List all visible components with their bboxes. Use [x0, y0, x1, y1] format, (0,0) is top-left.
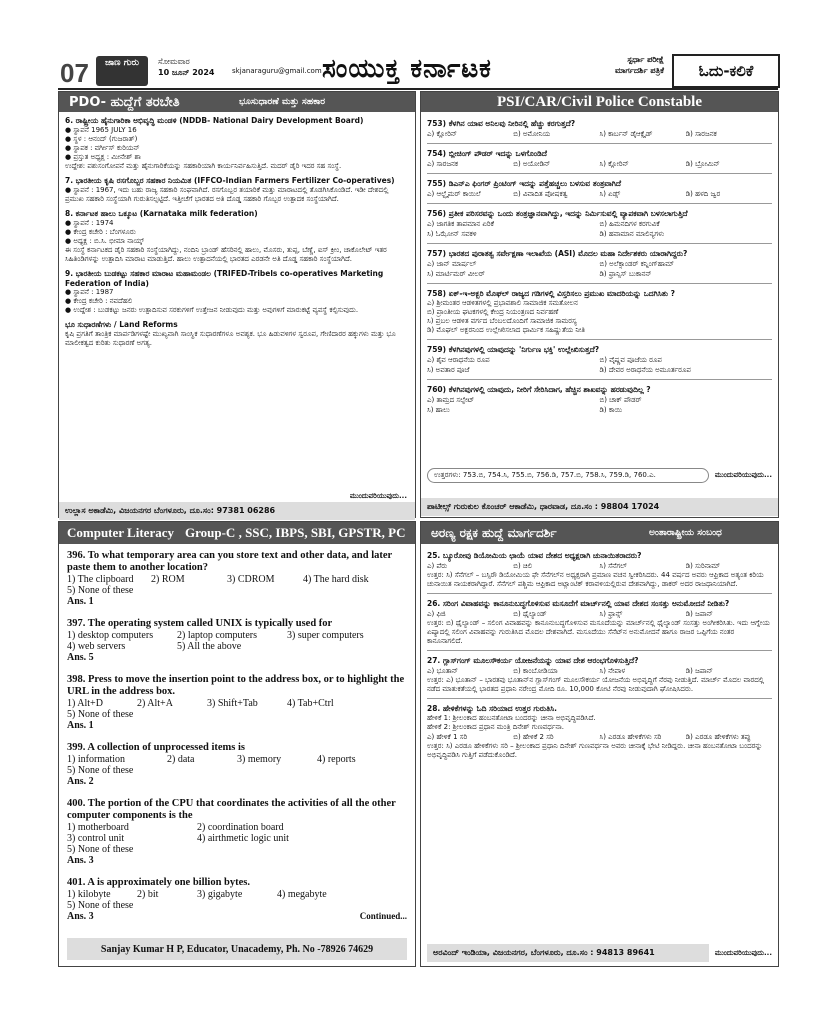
pdo-line: ● ಸ್ಥಳ : ಆನಂದ್ (ಗುಜರಾತ್) [65, 135, 138, 143]
psi-option: ಎ) ಜಾಗತಿಕ ತಾಪಮಾನ ಏರಿಕೆ [427, 220, 495, 228]
cl-option: 2) data [167, 754, 195, 765]
forest-author: ಅರವಿಂದ್ ಇಂಡಿಯಾ, ವಿಜಯನಗರ, ಬೆಂಗಳೂರು, ದೂ.ಸಂ : 94813 89641 [427, 944, 709, 962]
pdo-item-heading: 9. ಭಾರತೀಯ ಬುಡಕಟ್ಟು ಸಹಕಾರ ಮಾರಾಟ ಮಹಾಮಂಡಲ (TRIFED-Tribels co-operatives Marketing Federation of India) [65, 269, 384, 288]
forest-option: ಡಿ) ಎರಡೂ ಹೇಳಿಕೆಗಳು ತಪ್ಪು [685, 733, 751, 741]
forest-options [427, 666, 772, 676]
psi-question: 760) ಕೆಳಗಿನವುಗಳಲ್ಲಿ ಯಾವುದು, ನೀರಿಗೆ ಸೇರಿಸಿದಾಗ, ಹೆಚ್ಚಿನ ಶಾಖವನ್ನು ಹರಡುವುದಿಲ್ಲ ? [427, 385, 651, 394]
cl-options [67, 630, 407, 652]
forest-option: ಸಿ) ಫ್ರಾನ್ಸ್ [599, 610, 623, 618]
email: skjanaraguru@gmail.com [232, 67, 322, 75]
cl-option: 4) airthmetic logic unit [197, 833, 289, 844]
psi-option: ಸಿ) ಕಾರ್ಬನ್ ಡೈಆಕ್ಸೈಡ್ [599, 130, 653, 138]
forest-option: ಡಿ) ಸುರಿನಾಮ್ [685, 562, 721, 570]
pdo-body [59, 112, 415, 492]
cl-answer: Ans. 1 [67, 720, 94, 731]
cl-answer: Ans. 5 [67, 652, 94, 663]
psi-continued: ಮುಂದುವರಿಯುವುದು... [714, 470, 772, 479]
psi-option: ಬಿ) ಪ್ರಾಂತೀಯ ಘಟಕಗಳಲ್ಲಿ ಕೇಂದ್ರ ನಿಯಂತ್ರಣದ ನಿರ್ವಹಣೆ [427, 308, 559, 316]
pdo-line: ● ಸ್ಥಾಪನೆ : 1974 [65, 219, 114, 227]
cl-option: 1) The clipboard [67, 574, 134, 585]
date: 10 ಜೂನ್ 2024 [158, 68, 215, 77]
forest-option: ಬಿ) ಹೇಳಿಕೆ 2 ಸರಿ [513, 733, 554, 741]
cl-option: 1) desktop computers [67, 630, 154, 641]
pdo-author: ಉಲ್ಲಾಸ ಅಕಾಡೆಮಿ, ವಿಜಯನಗರ ಬೆಂಗಳೂರು, ದೂ.ಸಂ: 97381 06286 [59, 502, 415, 520]
psi-question: 758) ಏಕ್-ಇ-ಅಕ್ಬರಿ ಮೊಘಲ್ ರಾಜ್ಯದ ಗಡಿಗಳಲ್ಲಿ ವಿಸ್ತರಿಸಲು ಪ್ರಮುಖ ಮಾದರಿಯನ್ನು ಒದಗಿಸಿತು ? [427, 289, 676, 298]
forest-option: ಸಿ) ಎರಡೂ ಹೇಳಿಕೆಗಳು ಸರಿ [599, 733, 662, 741]
cl-question: 399. A collection of unprocessed items is [67, 742, 246, 753]
cl-option: 2) ROM [151, 574, 185, 585]
cl-options [67, 889, 407, 900]
pdo-item-heading: 7. ಭಾರತೀಯ ಕೃಷಿ ರಸಗೊಬ್ಬರ ಸಹಕಾರ ನಿಯಮಿತ (IFFCO-Indian Farmers Fertilizer Co-operatives) [65, 176, 395, 185]
psi-options [427, 219, 772, 239]
psi-option: ಎ) ಜಾನ್ ಮಾರ್ಷಲ್ [427, 260, 477, 268]
cl-option: 5) None of these [67, 900, 134, 911]
psi-option: ಎ) ಶೈವ ಆರಾಧನೆಯ ರೂಪ [427, 356, 490, 364]
psi-author: ಪಾಟೀಲ್ಸ್ ಗುರುಕುಲ ಕೊಂಚರ್ ಆಕಾಡೆಮಿ, ಧಾರವಾಡ, ದೂ.ಸಂ : 98804 17024 [421, 498, 778, 516]
psi-option: ಎ) ಸಾರಜನಕ [427, 160, 459, 168]
psi-option: ಬಿ) ವೈಷ್ಣವ ಪೂಜೆಯ ರೂಪ [599, 356, 662, 364]
forest-answer: ಉತ್ತರ: ಸಿ) ಎರಡೂ ಹೇಳಿಕೆಗಳು ಸರಿ – ಶ್ರೀಲಂಕಾದ ಪ್ರಧಾನಿ ದಿನೇಶ್ ಗುಣವರ್ಧನಾ ಅವರು ಚೀನಾಕ್ಕೆ ಭೇಟಿ ನೀಡಿದ್ದರು. ಚೀನಾ ಹಂಬನತೋಟಾ ಬಂದರನ್ನು ಅಭಿವೃದ್ಧಿಪಡಿಸಿ ಗುತ್ತಿಗೆ ಪಡೆದುಕೊಂಡಿದೆ. [427, 742, 763, 759]
psi-option: ಸಿ) ಮಾರ್ಟಿಮರ್ ವೀಲರ್ [427, 270, 485, 278]
psi-options [427, 159, 772, 169]
forest-option: ಬಿ) ಚಿಲಿ [513, 562, 533, 570]
forest-body [421, 544, 778, 940]
pdo-line: ● ಉದ್ದೇಶ : ಬುಡಕಟ್ಟು ಜನರು ಉತ್ಪಾದಿಸುವ ಸರಕುಗಳಿಗೆ ಉತ್ತೇಜನ ನೀಡುವುದು ಮತ್ತು ಅವುಗಳಿಗೆ ಮಾರುಕಟ್ಟೆ ವ್ಯವಸ್ಥೆ ಕಲ್ಪಿಸುವುದು. [65, 306, 359, 314]
cl-option: 2) coordination board [197, 822, 284, 833]
cl-option: 3) CDROM [227, 574, 275, 585]
psi-option: ಡಿ) ಫ್ರಾನ್ಸಿಸ್ ಬುಕಾನನ್ [599, 270, 652, 278]
divider [427, 379, 772, 380]
cl-option: 1) motherboard [67, 822, 129, 833]
psi-option: ಡಿ) ಬ್ರೋಮಿನ್ [685, 160, 720, 168]
cl-answer-row [67, 911, 407, 922]
cl-question: 398. Press to move the insertion point to the address box, or to highlight the URL in the address box. [67, 674, 405, 697]
computer-section [58, 521, 416, 967]
cl-question: 400. The portion of the CPU that coordinates the activities of all the other computer components is the [67, 798, 396, 821]
cl-continued: Continued... [359, 911, 407, 921]
psi-option: ಸಿ) ಹಾಲು [427, 406, 450, 414]
cl-option: 3) Shift+Tab [207, 698, 258, 709]
computer-header [59, 522, 415, 544]
psi-question: 759) ಕೆಳಗಿನವುಗಳಲ್ಲಿ ಯಾವುದನ್ನು 'ನಿರ್ಗುಣ ಭಕ್ತಿ' ಉಲ್ಲೇಖಿಸುತ್ತದೆ? [427, 345, 600, 354]
psi-option: ಸಿ) ಕ್ಲೋರಿನ್ [599, 160, 629, 168]
cl-options [67, 754, 407, 765]
psi-option: ಡಿ) ಕಾಯಿ [599, 406, 623, 414]
pdo-subtitle: ಭೂಸುಧಾರಣೆ ಮತ್ತು ಸಹಕಾರ [239, 97, 326, 107]
forest-continued: ಮುಂದುವರಿಯುವುದು... [714, 948, 772, 957]
cl-option: 4) Tab+Ctrl [287, 698, 334, 709]
forest-statement: ಹೇಳಿಕೆ 2: ಶ್ರೀಲಂಕಾದ ಪ್ರಧಾನ ಮಂತ್ರಿ ದಿನೇಶ್ ಗುಣವರ್ಧನಾ. [427, 723, 564, 731]
pdo-line: ● ಸ್ಥಾಪನೆ : 1967, ಇದು ಬಹು ರಾಜ್ಯ ಸಹಕಾರಿ ಸಂಘವಾಗಿದೆ. ರಸಗೊಬ್ಬರ ತಯಾರಿಕೆ ಮತ್ತು ಮಾರಾಟದಲ್ಲಿ ತೊಡಗಿಸಿಕೊಂಡಿದೆ. ಇಡೀ ದೇಶದಲ್ಲಿ ಪ್ರಮುಖ ಸಹಕಾರಿ ಸಂಸ್ಥೆಯಾಗಿ ಗುರುತಿಸಲ್ಪಟ್ಟಿದೆ. ಇತ್ತೀಚೆಗೆ ಭಾರತದ ಅತಿ ದೊಡ್ಡ ಸಹಕಾರಿ ಗೊಬ್ಬರ ಉತ್ಪಾದಕ ಸಂಸ್ಥೆಯಾಗಿದೆ. [65, 186, 389, 203]
psi-body [421, 112, 778, 464]
cl-option: 3) control unit [67, 833, 125, 844]
psi-options [427, 129, 772, 139]
pdo-continued: ಮುಂದುವರಿಯುವುದು... [349, 492, 407, 500]
cl-question: 397. The operating system called UNIX is typically used for [67, 618, 333, 629]
divider [427, 243, 772, 244]
pdo-item-heading: 6. ರಾಷ್ಟ್ರೀಯ ಹೈನುಗಾರಿಕಾ ಅಭಿವೃದ್ಧಿ ಮಂಡಳಿ (NDDB- National Dairy Development Board) [65, 116, 364, 125]
divider [427, 283, 772, 284]
forest-question: 28. ಹೇಳಿಕೆಗಳನ್ನು ಓದಿ ಸರಿಯಾದ ಉತ್ತರ ಗುರುತಿಸಿ. [427, 704, 557, 713]
psi-question: 753) ಕೆಳಗಿನ ಯಾವ ಅನಿಲವು ನೀರಿನಲ್ಲಿ ಹೆಚ್ಚು ಕರಗುತ್ತದೆ? [427, 119, 576, 128]
cl-question: 401. A is approximately one billion bytes. [67, 877, 250, 888]
psi-question: 755) ಡಿಎನ್‌ಎ ಫಿಂಗರ್ ಪ್ರಿಂಟಿಂಗ್ ಇದನ್ನು ಪತ್ತೆಹಚ್ಚಲು ಬಳಸುವ ತಂತ್ರವಾಗಿದೆ [427, 179, 622, 188]
pdo-item-heading: 8. ಕರ್ನಾಟಕ ಹಾಲು ಒಕ್ಕೂಟ (Karnataka milk federation) [65, 209, 258, 218]
psi-options [427, 259, 772, 279]
forest-statement: ಹೇಳಿಕೆ 1: ಶ್ರೀಲಂಕಾದ ಹಂಬನತೋಟಾ ಬಂದರನ್ನು ಚೀನಾ ಅಭಿವೃದ್ಧಿಪಡಿಸಿದೆ. [427, 714, 596, 722]
cl-option: 3) memory [237, 754, 282, 765]
cl-option: 5) None of these [67, 585, 134, 596]
psi-option: ಬಿ) ಅಲೆಕ್ಸಾಂಡರ್ ಕನ್ನಿಂಗ್‌ಹಾಮ್ [599, 260, 675, 268]
pdo-line: ● ಅಧ್ಯಕ್ಷ : ಬಿ.ಸಿ. ಭೀಮಾ ನಾಯ್ಕ್ [65, 237, 144, 245]
cl-option: 2) Alt+A [137, 698, 173, 709]
psi-answer-row [421, 464, 778, 486]
forest-option: ಎ) ಫಿಜಿ [427, 610, 446, 618]
cl-answer: Ans. 3 [67, 855, 94, 866]
divider [427, 203, 772, 204]
forest-title: ಅರಣ್ಯ ರಕ್ಷಕ ಹುದ್ದೆ ಮಾರ್ಗದರ್ಶಿ [431, 525, 557, 540]
forest-option: ಬಿ) ಕಾಂಬೋಡಿಯಾ [513, 667, 558, 675]
cl-question: 396. To what temporary area can you store text and other data, and later paste them to another location? [67, 550, 393, 573]
psi-options [427, 189, 772, 199]
psi-option: ಸಿ) ಏಡ್ಸ್ [599, 190, 621, 198]
cl-option: 1) kilobyte [67, 889, 111, 900]
cl-option: 4) reports [317, 754, 356, 765]
pdo-item-heading: ಭೂ ಸುಧಾರಣೆಗಳು / Land Reforms [65, 320, 178, 329]
forest-answer: ಉತ್ತರ: ಬಿ) ಥೈಲ್ಯಾಂಡ್ – ಸಲಿಂಗ ವಿವಾಹವನ್ನು ಕಾನೂನುಬದ್ಧಗೊಳಿಸುವ ಮಸೂದೆಯನ್ನು ಮಾರ್ಚ್‌ನಲ್ಲಿ ಥೈಲ್ಯಾಂಡ್ ಸಂಸತ್ತು ಅಂಗೀಕರಿಸಿತು. ಇದು ಆಗ್ನೇಯ ಏಷ್ಯಾದಲ್ಲಿ ಸಲಿಂಗ ವಿವಾಹವನ್ನು ಗುರುತಿಸಿದ ಮೊದಲ ದೇಶವಾಗಿದೆ. ಮಸೂದೆಯು ಸೆನೆಟ್‌ನ ಅನುಮೋದನೆ ಹಾಗೂ ರಾಜರ ಒಪ್ಪಿಗೆಯ ನಂತರ ಕಾನೂನಾಗಲಿದೆ. [427, 619, 770, 645]
forest-footer [421, 942, 778, 964]
psi-options [427, 355, 772, 375]
forest-options [427, 732, 772, 742]
cl-option: 5) All the above [177, 641, 242, 652]
forest-option: ಎ) ಪೆರು [427, 562, 448, 570]
cl-answer: Ans. 2 [67, 776, 94, 787]
cl-options [67, 822, 407, 844]
psi-question: 754) ಬ್ಲೀಚಿಂಗ್ ಪೌಡರ್ ಇದನ್ನು ಒಳಗೊಂಡಿದೆ [427, 149, 547, 158]
pdo-line: ● ಪ್ರಸ್ತುತ ಅಧ್ಯಕ್ಷ : ಮೀನೇಶ್ ಶಾ [65, 153, 141, 161]
cl-answer: Ans. 1 [67, 596, 94, 607]
computer-body [59, 544, 415, 936]
forest-options [427, 609, 772, 619]
pdo-header [59, 92, 415, 112]
forest-subtitle: ಅಂತಾರಾಷ್ಟ್ರೀಯ ಸಂಬಂಧ [649, 528, 722, 538]
psi-option: ಡಿ) ಹವಾಮಾನ ಮಾಲಿನ್ಯಗಳು [599, 230, 665, 238]
cl-option: 1) information [67, 754, 126, 765]
forest-answer: ಉತ್ತರ: ಎ) ಭೂತಾನ್ – ಭಾರತವು ಭೂತಾನ್‌ನ ಗ್ಲಾಸ್‌ಗಂಗ್ ಮೂಲಸೌಕರ್ಯ ಯೋಜನೆಯ ಅಭಿವೃದ್ಧಿಗೆ ನೆರವು ನೀಡುತ್ತಿದೆ. ಮಾರ್ಚ್ ಮೊದಲ ವಾರದಲ್ಲಿ ನಡೆದ ಮಾತುಕತೆಯಲ್ಲಿ ಭಾರತದ ಪ್ರಧಾನಿ ನರೇಂದ್ರ ಮೋದಿ ರೂ. 10,000 ಕೋಟಿ ನೆರವು ನೀಡುವುದಾಗಿ ಘೋಷಿಸಿದರು. [427, 676, 765, 693]
competition-tag: ಸ್ಪರ್ಧಾ ಪರೀಕ್ಷೆ ಮಾರ್ಗದರ್ಶಿ ಪತ್ರಿಕೆ [614, 55, 664, 75]
paper-title: ಸಂಯುಕ್ತ ಕರ್ನಾಟಕ [322, 54, 492, 84]
forest-header [421, 522, 778, 544]
cl-answer: Ans. 3 [67, 911, 94, 922]
forest-option: ಡಿ) ಜಪಾನ್ [685, 610, 713, 618]
divider [427, 339, 772, 340]
psi-header [421, 92, 778, 112]
divider [427, 143, 772, 144]
cl-option: 4) The hard disk [303, 574, 369, 585]
cl-option: 5) None of these [67, 709, 134, 720]
forest-answer: ಉತ್ತರ: ಸಿ) ಸೆನೆಗಲ್ – ಬಸ್ಸಿರೌ ಡಿಯೋಮಿಯ ಫೇ ಸೆನೆಗಲ್‌ನ ಅಧ್ಯಕ್ಷರಾಗಿ ಪ್ರಮಾಣ ವಚನ ಸ್ವೀಕರಿಸಿದರು. 44 ವರ್ಷದ ಅವರು ಆಫ್ರಿಕಾದ ಅತ್ಯಂತ ಕಿರಿಯ ಚುನಾಯಿತ ನಾಯಕರಾಗಿದ್ದಾರೆ. ಸೆನೆಗಲ್ ಪಶ್ಚಿಮ ಆಫ್ರಿಕಾದ ಅಟ್ಲಾಂಟಿಕ್ ಕರಾವಳಿಯಲ್ಲಿರುವ ದೇಶವಾಗಿದ್ದು, ಡಾಕರ್ ಅದರ ರಾಜಧಾನಿಯಾಗಿದೆ. [427, 571, 764, 588]
cl-option: 5) None of these [67, 765, 134, 776]
day: ಸೋಮವಾರ [158, 57, 190, 66]
page-number: 07 [60, 58, 89, 88]
forest-question: 26. ಸರಿಂಗ ವಿವಾಹವನ್ನು ಕಾನೂನುಬದ್ಧಗೊಳಿಸುವ ಮಸೂದೆಗೆ ಮಾರ್ಚ್‌ನಲ್ಲಿ ಯಾವ ದೇಶದ ಸಂಸತ್ತು ಅನುಮೋದನೆ ನೀಡಿತು? [427, 599, 730, 608]
pdo-line: ● ಸ್ಥಾಪಕ : ವರ್ಗೀಸ್ ಕುರಿಯನ್ [65, 144, 140, 152]
forest-question: 25. ಬ್ಯೂರೋವು ಡಿಯೋಮಿಯ ಛಾಯೆ ಯಾವ ದೇಶದ ಅಧ್ಯಕ್ಷರಾಗಿ ಚುನಾಯಿತರಾದರು? [427, 551, 642, 560]
pdo-section [58, 91, 416, 518]
cl-option: 2) laptop computers [177, 630, 257, 641]
pdo-line: ● ಸ್ಥಾಪನೆ 1965 JULY 16 [65, 126, 137, 134]
dateline [158, 56, 215, 78]
psi-option: ಡಿ) ಮೊಘಲ್ ಅಕ್ಬರನಿಂದ ಉಲ್ಲೇಖಿಸಲಾದ ಧಾರ್ಮಿಕ ಸಹಿಷ್ಣುತೆಯ ನೀತಿ [427, 326, 585, 334]
psi-option: ಬಿ) ಚಾಕ್ ಪೌಡರ್ [599, 396, 642, 404]
cl-options [67, 574, 407, 585]
divider [427, 698, 772, 699]
psi-answers: ಉತ್ತರಗಳು: 753.ಬಿ, 754.ಸಿ, 755.ಬಿ, 756.ಡಿ, 757.ಬಿ, 758.ಸಿ, 759.ಡಿ, 760.ಎ. [427, 468, 709, 483]
psi-option: ಎ) ತಾಮ್ರದ ಸಲ್ಫೇಟ್ [427, 396, 475, 404]
cl-option: 3) super computers [287, 630, 364, 641]
psi-title: PSI/CAR/Civil Police Constable [497, 93, 702, 110]
pdo-line: ಕೃಷಿ ಪ್ರಗತಿಗೆ ತಾಂತ್ರಿಕ ಮಾರ್ಪಡಿಗಳಷ್ಟೇ ಮುಖ್ಯವಾಗಿ ಸಾಂಸ್ಥಿಕ ಸುಧಾರಣೆಗಳೂ ಅವಶ್ಯಕ. ಭೂ ಹಿಡುವಳಿಗಳ ಸ್ವರೂಪ, ಗೇಣಿದಾರರ ಹಕ್ಕುಗಳು ಮತ್ತು ಭೂ ಮಾಲೀಕತ್ವದ ಕುರಿತು ಸುಧಾರಣೆ ಅಗತ್ಯ. [65, 330, 396, 347]
pdo-title: PDO- ಹುದ್ದೆಗೆ ತರಬೇತಿ [69, 94, 180, 110]
masthead [0, 0, 834, 88]
forest-option: ಸಿ) ಸೆನೆಗಲ್ [599, 562, 627, 570]
psi-option: ಡಿ) ಹಳದಿ ಜ್ವರ [685, 190, 721, 198]
cl-option: 1) Alt+D [67, 698, 103, 709]
forest-option: ಡಿ) ಜಪಾನ್ [685, 667, 713, 675]
forest-option: ಎ) ಭೂತಾನ್ [427, 667, 459, 675]
computer-author: Sanjay Kumar H P, Educator, Unacademy, Ph. No -78926 74629 [67, 938, 407, 960]
divider [427, 173, 772, 174]
psi-option: ಎ) ಆಲ್ಝೈಮರ್ ಕಾಯಿಲೆ [427, 190, 481, 198]
psi-question: 757) ಭಾರತದ ಪುರಾತತ್ವ ಸರ್ವೇಕ್ಷಣಾ ಇಲಾಖೆಯ (ASI) ಮೊದಲ ಮಹಾ ನಿರ್ದೇಶಕರು ಯಾರಾಗಿದ್ದರು? [427, 249, 688, 258]
psi-option: ಸಿ) ಅವತಾರ ಪೂಜೆ [427, 366, 470, 374]
psi-option: ಬಿ) ಅಯೋಡಿನ್ [513, 160, 551, 168]
psi-option: ಬಿ) ಅಮೋನಿಯ [513, 130, 551, 138]
forest-section [420, 521, 779, 967]
psi-section [420, 91, 779, 518]
pdo-line: ● ಸ್ಥಾಪನೆ : 1987 [65, 288, 114, 296]
psi-options [427, 395, 772, 415]
pdo-line: ಉದ್ದೇಶ: ಪಶುಸಂಗೋಪನೆ ಮತ್ತು ಹೈನುಗಾರಿಕೆಯನ್ನು ಸಹಕಾರಿಯಾಗಿ ಕಾರ್ಯನಿರ್ವಹಿಸುತ್ತಿದೆ. ಮದರ್ ಡೈರಿ ಇದರ ಸಹ ಸಂಸ್ಥೆ. [65, 162, 342, 170]
computer-exams: Group-C , SSC, IBPS, SBI, GPSTR, PC [185, 525, 406, 540]
psi-option: ಸಿ) ಓಝೋನ್ ಸವಕಳಿ [427, 230, 477, 238]
cl-option: 3) gigabyte [197, 889, 243, 900]
psi-option: ಡಿ) ದೇವರ ಅರಾಧನೆಯ ಅಮೂರ್ತರೂಪ [599, 366, 691, 374]
forest-option: ಎ) ಹೇಳಿಕೆ 1 ಸರಿ [427, 733, 468, 741]
psi-option: ಎ) ಶ್ರೀಮಂತರ ಆಡಳಿತಗಳಲ್ಲಿ ಪ್ರಭಾವಶಾಲಿ ಸಾಮಾಜಿಕ ಸಮತೋಲನ [427, 299, 578, 307]
cl-option: 5) None of these [67, 844, 134, 855]
psi-question: 756) ಪ್ರತೀಕ ಪರಿಸರವನ್ನು ಒಂದು ತಂತ್ರಜ್ಞಾನವಾಗಿದ್ದು, ಇದನ್ನು ನಿರ್ಮಿಸುವಲ್ಲಿ ವ್ಯಾಪಕವಾಗಿ ಬಳಸಲಾಗುತ್ತಿದೆ [427, 209, 688, 218]
cl-option: 2) bit [137, 889, 159, 900]
pdo-line: ● ಕೇಂದ್ರ ಕಚೇರಿ : ಬೆಂಗಳೂರು [65, 228, 136, 236]
supplement-title: ಓದು-ಕಲಿಕೆ [672, 54, 780, 88]
forest-question: 27. ಗ್ಲಾಸ್‌ಗಂಗ್ ಮೂಲಸೌಕರ್ಯ ಯೋಜನೆಯನ್ನು ಯಾವ ದೇಶ ಆರಂಭಗೊಳಿಸುತ್ತಿದೆ? [427, 656, 639, 665]
forest-option: ಸಿ) ನೇಪಾಳ [599, 667, 626, 675]
cl-option: 4) web servers [67, 641, 126, 652]
psi-option: ಬಿ) ಹಿಮನದಿಗಳ ಕರಗುವಿಕೆ [599, 220, 660, 228]
psi-option: ಸಿ) ಪ್ರಬಲ ಆಡಳಿತ ವರ್ಗದ ಬೆಂಬಲದೊಂದಿಗೆ ಸಾಮಾಜಿಕ ಸಾಮರಸ್ಯ [427, 317, 577, 325]
divider [427, 593, 772, 594]
divider [427, 650, 772, 651]
pdo-line: ● ಕೇಂದ್ರ ಕಚೇರಿ : ನವದೆಹಲಿ [65, 297, 133, 305]
forest-options [427, 561, 772, 571]
psi-option: ಡಿ) ಸಾರಜನಕ [685, 130, 717, 138]
pdo-line: ಈ ಸಂಸ್ಥೆ ಕರ್ನಾಟಕದ ಡೈರಿ ಸಹಕಾರಿ ಸಂಸ್ಥೆಯಾಗಿದ್ದು, ನಂದಿನಿ ಬ್ರಾಂಡ್ ಹೆಸರಿನಲ್ಲಿ ಹಾಲು, ಮೊಸರು, ತುಪ್ಪ, ಬೆಣ್ಣೆ, ಐಸ್ ಕ್ರೀಂ, ಚಾಕೊಲೇಟ್ ಇತರ ಸಿಹಿತಿಂಡಿಗಳನ್ನು ಉತ್ಪಾದಿಸಿ ಮಾರಾಟ ಮಾಡುತ್ತಿದೆ. ಹಾಲು ಉತ್ಪಾದನೆಯಲ್ಲಿ ಭಾರತದ ಎರಡನೇ ಅತಿ ದೊಡ್ಡ ಸಹಕಾರಿ ಸಂಸ್ಥೆಯಾಗಿದೆ. [65, 246, 387, 263]
brand-logo: ಜಾಣ ಗುರು [96, 56, 148, 86]
computer-title: Computer Literacy [67, 525, 174, 540]
header-rule [58, 88, 778, 90]
cl-options [67, 698, 407, 709]
forest-option: ಬಿ) ಥೈಲ್ಯಾಂಡ್ [513, 610, 547, 618]
psi-option: ಬಿ) ವಿವಾದಿತ ಪೋಷಕತ್ವ [513, 190, 568, 198]
cl-option: 4) megabyte [277, 889, 327, 900]
psi-option: ಎ) ಕ್ಲೋರಿನ್ [427, 130, 458, 138]
